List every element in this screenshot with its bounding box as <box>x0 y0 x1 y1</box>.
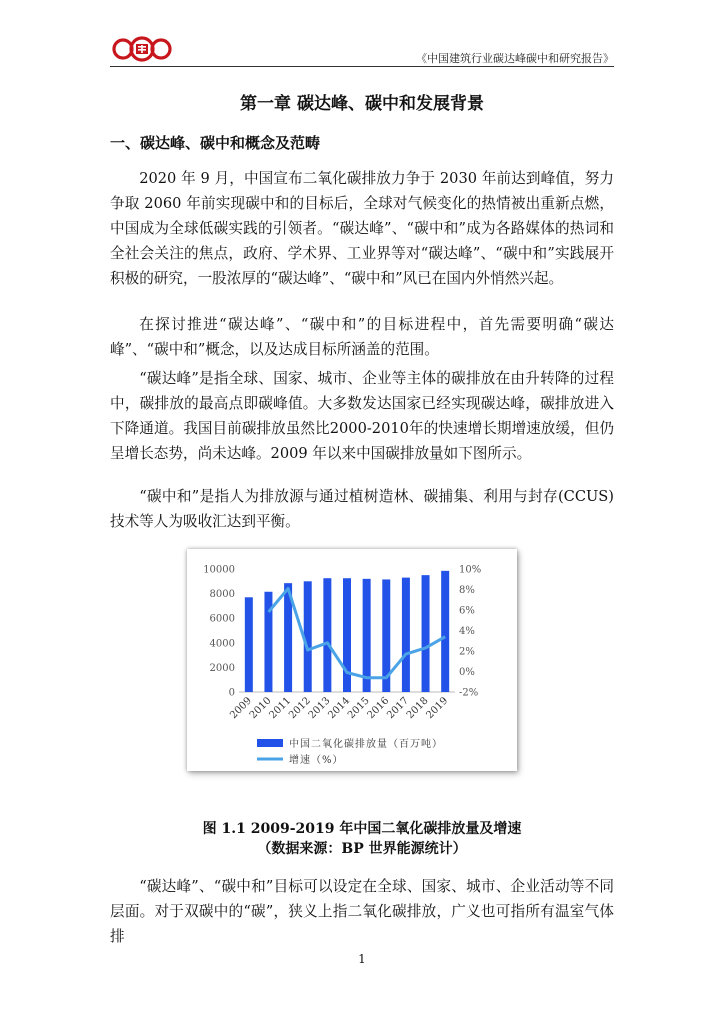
y-right-tick-label: -2% <box>459 687 479 699</box>
y-left-tick-label: 4000 <box>209 638 235 650</box>
x-tick-label: 2009 <box>228 695 254 722</box>
company-logo <box>112 36 172 62</box>
chapter-title: 第一章 碳达峰、碳中和发展背景 <box>240 94 484 114</box>
bar-2018 <box>422 575 430 692</box>
figure-caption: 图 1.1 2009-2019 年中国二氧化碳排放量及增速 <box>202 821 522 837</box>
y-right-tick-label: 2% <box>459 646 475 658</box>
bar-2019 <box>441 571 449 692</box>
x-tick-label: 2019 <box>424 695 451 722</box>
report-header-title: 《中国建筑行业碳达峰碳中和研究报告》 <box>416 52 614 65</box>
growth-rate-line <box>269 589 446 678</box>
paragraph-1: 2020 年 9 月，中国宣布二氧化碳排放力争于 2030 年前达到峰值，努力争取 2060 年前实现碳中和的目标后，全球对气候变化的热情被出重新点燃，中国成为全球低碳实践的引领者。“碳达峰”、“碳中和”成为各路媒体的热词和全社会关注的焦点，政府、学术界、工业界等对“碳达峰”、“碳中和”实践展开积极的研究，一股浓厚的“碳达峰”、“碳中和”风已在国内外悄然兴起。 <box>110 170 614 287</box>
x-tick-label: 2014 <box>326 695 353 722</box>
y-left-tick-label: 6000 <box>209 613 235 625</box>
x-tick-label: 2015 <box>345 695 372 722</box>
y-right-tick-label: 8% <box>459 585 475 596</box>
paragraph-2: 在探讨推进“碳达峰”、“碳中和”的目标进程中，首先需要明确“碳达峰”、“碳中和”概念，以及达成目标所涵盖的范围。 <box>110 316 614 358</box>
x-tick-label: 2016 <box>365 695 392 722</box>
emissions-chart <box>187 549 517 771</box>
bar-2015 <box>363 579 371 692</box>
x-tick-label: 2018 <box>404 695 431 722</box>
x-tick-label: 2010 <box>247 695 274 722</box>
y-left-tick-label: 0 <box>228 687 235 699</box>
y-right-tick-label: 10% <box>459 564 482 576</box>
paragraph-5: “碳达峰”、“碳中和”目标可以设定在全球、国家、城市、企业活动等不同层面。对于双碳中的“碳”，狭义上指二氧化碳排放，广义也可指所有温室气体排 <box>110 878 614 945</box>
paragraph-4: “碳中和”是指人为排放源与通过植树造林、碳捕集、利用与封存(CCUS)技术等人为吸收汇达到平衡。 <box>110 488 614 530</box>
y-left-tick-label: 2000 <box>209 662 235 674</box>
bar-2009 <box>245 597 253 692</box>
legend-line-label: 增速（%） <box>289 755 344 766</box>
paragraph-3: “碳达峰”是指全球、国家、城市、企业等主体的碳排放在由升转降的过程中，碳排放的最高点即碳峰值。大多数发达国家已经实现碳达峰，碳排放进入下降通道。我国目前碳排放虽然比2000-2010年的快速增长期增速放缓，但仍呈增长态势，尚未达峰。2009 年以来中国碳排放量如下图所示。 <box>110 370 614 462</box>
x-tick-label: 2017 <box>385 695 412 722</box>
legend-bar-swatch <box>257 739 283 747</box>
x-tick-label: 2012 <box>287 695 313 722</box>
bar-2014 <box>343 578 351 692</box>
bar-2013 <box>323 578 331 692</box>
y-right-tick-label: 0% <box>459 667 475 678</box>
page-number: 1 <box>358 952 366 966</box>
y-left-tick-label: 8000 <box>209 589 235 601</box>
y-right-tick-label: 4% <box>459 626 475 637</box>
y-left-tick-label: 10000 <box>203 564 235 576</box>
chart-canvas <box>187 549 517 771</box>
header-divider <box>110 66 614 67</box>
section-title: 一、碳达峰、碳中和概念及范畴 <box>110 134 321 152</box>
bar-2017 <box>402 578 410 692</box>
x-tick-label: 2011 <box>267 695 294 722</box>
legend-bar-label: 中国二氧化碳排放量（百万吨） <box>289 739 443 750</box>
x-tick-label: 2013 <box>306 695 333 722</box>
figure-source: （数据来源：BP 世界能源统计） <box>257 841 467 857</box>
y-right-tick-label: 6% <box>459 605 475 617</box>
